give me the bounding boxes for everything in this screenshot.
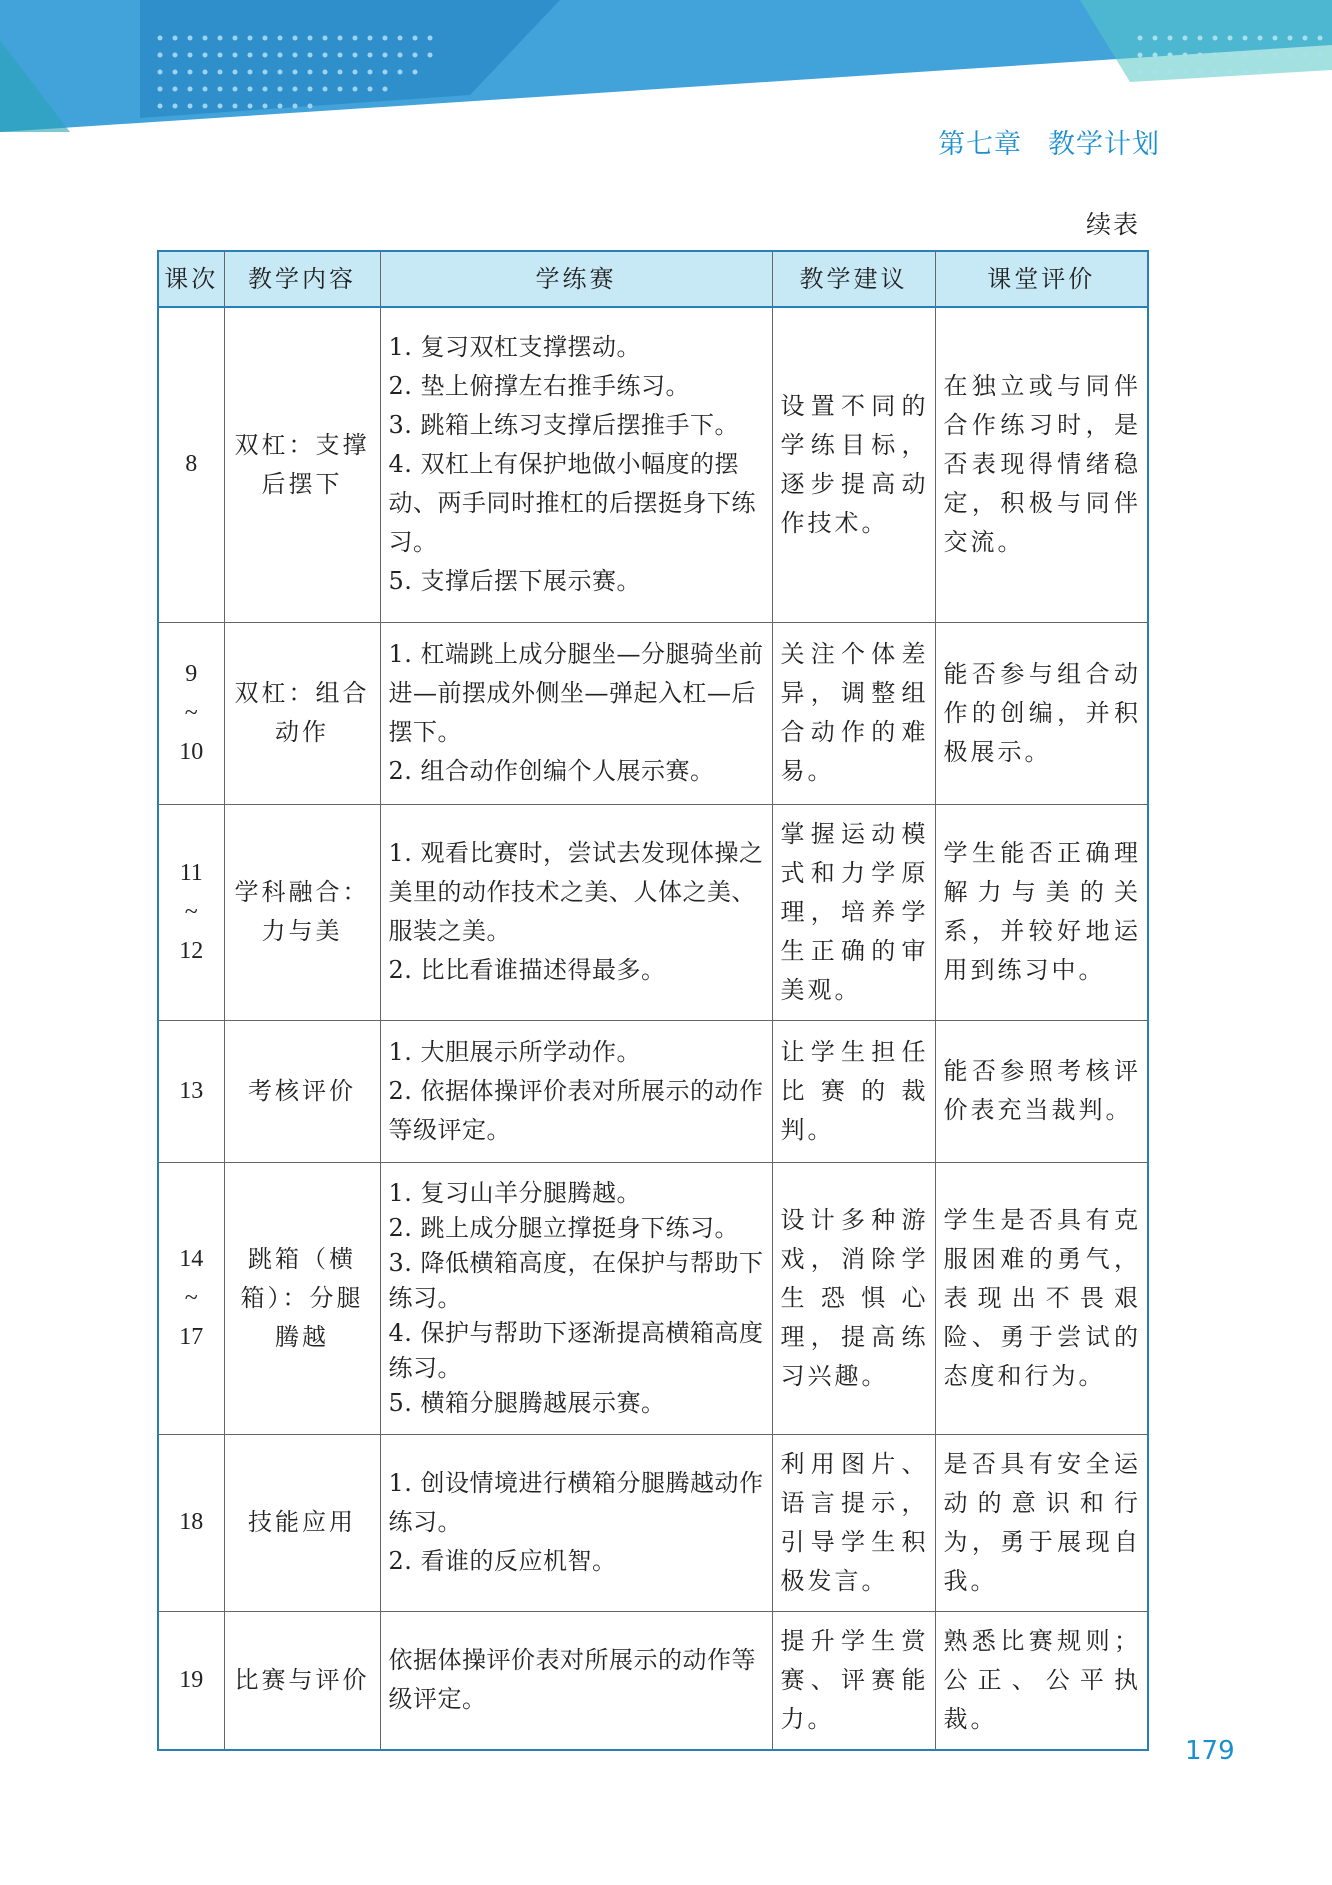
table-header-row xyxy=(158,251,1148,307)
lesson-number: 19 xyxy=(179,1666,204,1693)
chapter-heading xyxy=(938,122,1160,161)
practice-item: 2. 看谁的反应机智。 xyxy=(388,1547,617,1575)
lesson-number: 17 xyxy=(179,1323,204,1350)
page-number: 179 xyxy=(1185,1736,1235,1766)
evaluation-cell: 在独立或与同伴合作练习时，是否表现得情绪稳定，积极与同伴交流。 xyxy=(935,307,1148,622)
table-row xyxy=(158,622,1148,804)
advice-cell: 设计多种游戏，消除学生恐惧心理，提高练习兴趣。 xyxy=(772,1162,935,1434)
evaluation-cell: 能否参照考核评价表充当裁判。 xyxy=(935,1020,1148,1162)
practice-item: 1. 复习山羊分腿腾越。 xyxy=(388,1178,642,1207)
content-cell xyxy=(224,622,380,804)
evaluation-cell: 是否具有安全运动的意识和行为，勇于展现自我。 xyxy=(935,1434,1148,1611)
column-header: 教学建议 xyxy=(772,251,935,307)
lesson-number: 8 xyxy=(185,451,198,478)
header-banner xyxy=(0,0,1332,140)
content-line: 动作 xyxy=(275,718,329,746)
column-header: 教学内容 xyxy=(224,251,380,307)
advice-cell: 掌握运动模式和力学原理，培养学生正确的审美观。 xyxy=(772,804,935,1020)
practice-item: 1. 观看比赛时，尝试去发现体操之美里的动作技术之美、人体之美、服装之美。 xyxy=(388,839,764,945)
content-cell xyxy=(224,307,380,622)
practice-cell xyxy=(380,804,772,1020)
practice-item: 3. 跳箱上练习支撑后摆推手下。 xyxy=(388,411,740,440)
practice-cell xyxy=(380,622,772,804)
practice-item: 2. 组合动作创编个人展示赛。 xyxy=(388,757,715,785)
practice-item: 4. 双杠上有保护地做小幅度的摆动、两手同时推杠的后摆挺身下练习。 xyxy=(388,450,756,557)
lesson-cell xyxy=(158,307,224,622)
practice-item: 1. 创设情境进行横箱分腿腾越动作练习。 xyxy=(388,1469,764,1536)
content-line: 考核评价 xyxy=(248,1076,356,1105)
lesson-range-separator: ~ xyxy=(184,699,198,726)
column-header: 课堂评价 xyxy=(935,251,1148,307)
practice-cell xyxy=(380,1020,772,1162)
content-line: 跳箱（横 xyxy=(248,1244,356,1273)
lesson-cell xyxy=(158,1162,224,1434)
content-cell xyxy=(224,804,380,1020)
continuation-label: 续表 xyxy=(1086,210,1141,239)
column-header: 课次 xyxy=(158,251,224,307)
table-row xyxy=(158,1020,1148,1162)
evaluation-cell: 能否参与组合动作的创编，并积极展示。 xyxy=(935,622,1148,804)
teaching-plan-table xyxy=(157,250,1149,1751)
table-row xyxy=(158,1162,1148,1434)
lesson-number: 18 xyxy=(179,1509,204,1535)
lesson-cell xyxy=(158,1020,224,1162)
advice-cell: 利用图片、语言提示，引导学生积极发言。 xyxy=(772,1434,935,1611)
lesson-cell xyxy=(158,622,224,804)
evaluation-cell: 学生是否具有克服困难的勇气，表现出不畏艰险、勇于尝试的态度和行为。 xyxy=(935,1162,1148,1434)
content-cell xyxy=(224,1611,380,1750)
content-line: 比赛与评价 xyxy=(234,1665,370,1694)
table-row xyxy=(158,307,1148,622)
practice-item: 1. 复习双杠支撑摆动。 xyxy=(388,333,642,362)
lesson-cell xyxy=(158,1434,224,1611)
lesson-number: 13 xyxy=(179,1077,204,1104)
practice-item: 5. 横箱分腿腾越展示赛。 xyxy=(388,1388,666,1417)
lesson-cell xyxy=(158,804,224,1020)
practice-cell xyxy=(380,307,772,622)
content-line: 技能应用 xyxy=(248,1508,356,1536)
chapter-title: 教学计划 xyxy=(1048,129,1160,160)
advice-cell: 关注个体差异，调整组合动作的难易。 xyxy=(772,622,935,804)
advice-cell: 提升学生赏赛、评赛能力。 xyxy=(772,1611,935,1750)
content-cell xyxy=(224,1162,380,1434)
column-header: 学练赛 xyxy=(380,251,772,307)
practice-item: 2. 垫上俯撑左右推手练习。 xyxy=(388,372,691,401)
practice-item: 1. 杠端跳上成分腿坐—分腿骑坐前进—前摆成外侧坐—弹起入杠—后摆下。 xyxy=(388,640,764,746)
lesson-range-separator: ~ xyxy=(184,1284,198,1311)
content-line: 力与美 xyxy=(261,917,343,945)
practice-cell xyxy=(380,1611,772,1750)
table-row xyxy=(158,1434,1148,1611)
lesson-range-separator: ~ xyxy=(184,898,198,925)
evaluation-cell: 学生能否正确理解力与美的关系，并较好地运用到练习中。 xyxy=(935,804,1148,1020)
lesson-number: 14 xyxy=(179,1245,204,1272)
practice-cell xyxy=(380,1162,772,1434)
advice-cell: 设置不同的学练目标，逐步提高动作技术。 xyxy=(772,307,935,622)
content-cell xyxy=(224,1434,380,1611)
lesson-number: 9 xyxy=(185,660,198,687)
practice-cell xyxy=(380,1434,772,1611)
practice-item: 依据体操评价表对所展示的动作等级评定。 xyxy=(388,1646,756,1713)
table-row xyxy=(158,804,1148,1020)
lesson-number: 12 xyxy=(179,937,204,964)
content-line: 后摆下 xyxy=(261,469,343,498)
content-line: 腾越 xyxy=(275,1322,329,1351)
practice-item: 1. 大胆展示所学动作。 xyxy=(388,1037,642,1066)
table-row xyxy=(158,1611,1148,1750)
practice-item: 5. 支撑后摆下展示赛。 xyxy=(388,567,642,596)
content-line: 箱）：分腿 xyxy=(240,1283,364,1312)
practice-item: 2. 跳上成分腿立撑挺身下练习。 xyxy=(388,1213,740,1242)
lesson-number: 10 xyxy=(179,738,204,765)
content-line: 双杠：组合 xyxy=(234,679,370,707)
practice-item: 2. 比比看谁描述得最多。 xyxy=(388,956,666,984)
advice-cell: 让学生担任比赛的裁判。 xyxy=(772,1020,935,1162)
practice-item: 4. 保护与帮助下逐渐提高横箱高度练习。 xyxy=(388,1318,764,1382)
content-line: 学科融合： xyxy=(234,878,370,906)
chapter-number: 第七章 xyxy=(938,129,1022,160)
lesson-cell xyxy=(158,1611,224,1750)
content-cell xyxy=(224,1020,380,1162)
lesson-number: 11 xyxy=(179,859,203,886)
evaluation-cell: 熟悉比赛规则；公正、公平执裁。 xyxy=(935,1611,1148,1750)
practice-item: 3. 降低横箱高度，在保护与帮助下练习。 xyxy=(388,1248,764,1312)
practice-item: 2. 依据体操评价表对所展示的动作等级评定。 xyxy=(388,1076,764,1144)
content-line: 双杠：支撑 xyxy=(234,430,370,459)
